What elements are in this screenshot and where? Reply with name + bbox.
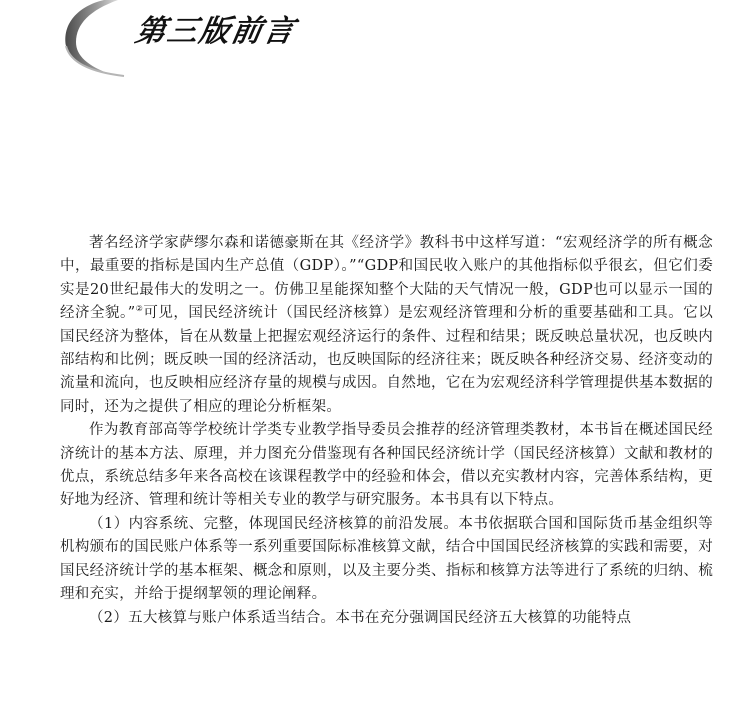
footnote-marker[interactable]: ② bbox=[135, 304, 144, 314]
chapter-header bbox=[0, 0, 755, 80]
paragraph-text: 可见，国民经济统计（国民经济核算）是宏观经济管理和分析的重要基础和工具。它以国民经济为整体，旨在从数量上把握宏观经济运行的条件、过程和结果；既反映总量状况，也反映内部结构和比例；既反映一国的经济活动，也反映国际的经济往来；既反映各种经济交易、经济变动的流量和流向，也反映相应经济存量的规模与成因。自然地，它在为宏观经济科学管理提供基本数据的同时，还为之提供了相应的理论分析框架。 bbox=[60, 305, 713, 415]
paragraph: （1）内容系统、完整，体现国民经济核算的前沿发展。本书依据联合国和国际货币基金组织等机构颁布的国民账户体系等一系列重要国际标准核算文献，结合中国国民经济核算的实践和需要，对国民经济统计学的基本框架、概念和原则，以及主要分类、指标和核算方法等进行了系统的归纳、梳理和充实，并给于提纲挈领的理论阐释。 bbox=[60, 515, 713, 603]
paragraph: 作为教育部高等学校统计学类专业教学指导委员会推荐的经济管理类教材，本书旨在概述国民经济统计的基本方法、原理，并力图充分借鉴现有各种国民经济统计学（国民经济核算）文献和教材的优点，系统总结多年来各高校在该课程教学中的经验和体会，借以充实教材内容，完善体系结构，更好地为经济、管理和统计等相关专业的教学与研究服务。本书具有以下特点。 bbox=[60, 422, 713, 509]
page-title: 第三版前言 bbox=[132, 14, 299, 49]
paragraph: （2）五大核算与账户体系适当结合。本书在充分强调国民经济五大核算的功能特点 bbox=[89, 609, 632, 626]
paragraph-text: 著名经济学家萨缪尔森和诺德豪斯在其《经济学》教科书中这样写道：“宏观经济学的所有概念中，最重要的指标是国内生产总值（GDP）。”“GDP和国民收入账户的其他指标似乎很玄，但它们委实是20世纪最伟大的发明之一。仿佛卫星能探知整个大陆的天气情况一般，GDP也可以显示一国的经济全貌。” bbox=[60, 235, 713, 322]
preface-body bbox=[60, 232, 713, 630]
paragraph bbox=[60, 232, 713, 419]
swoosh-decoration bbox=[0, 0, 150, 80]
